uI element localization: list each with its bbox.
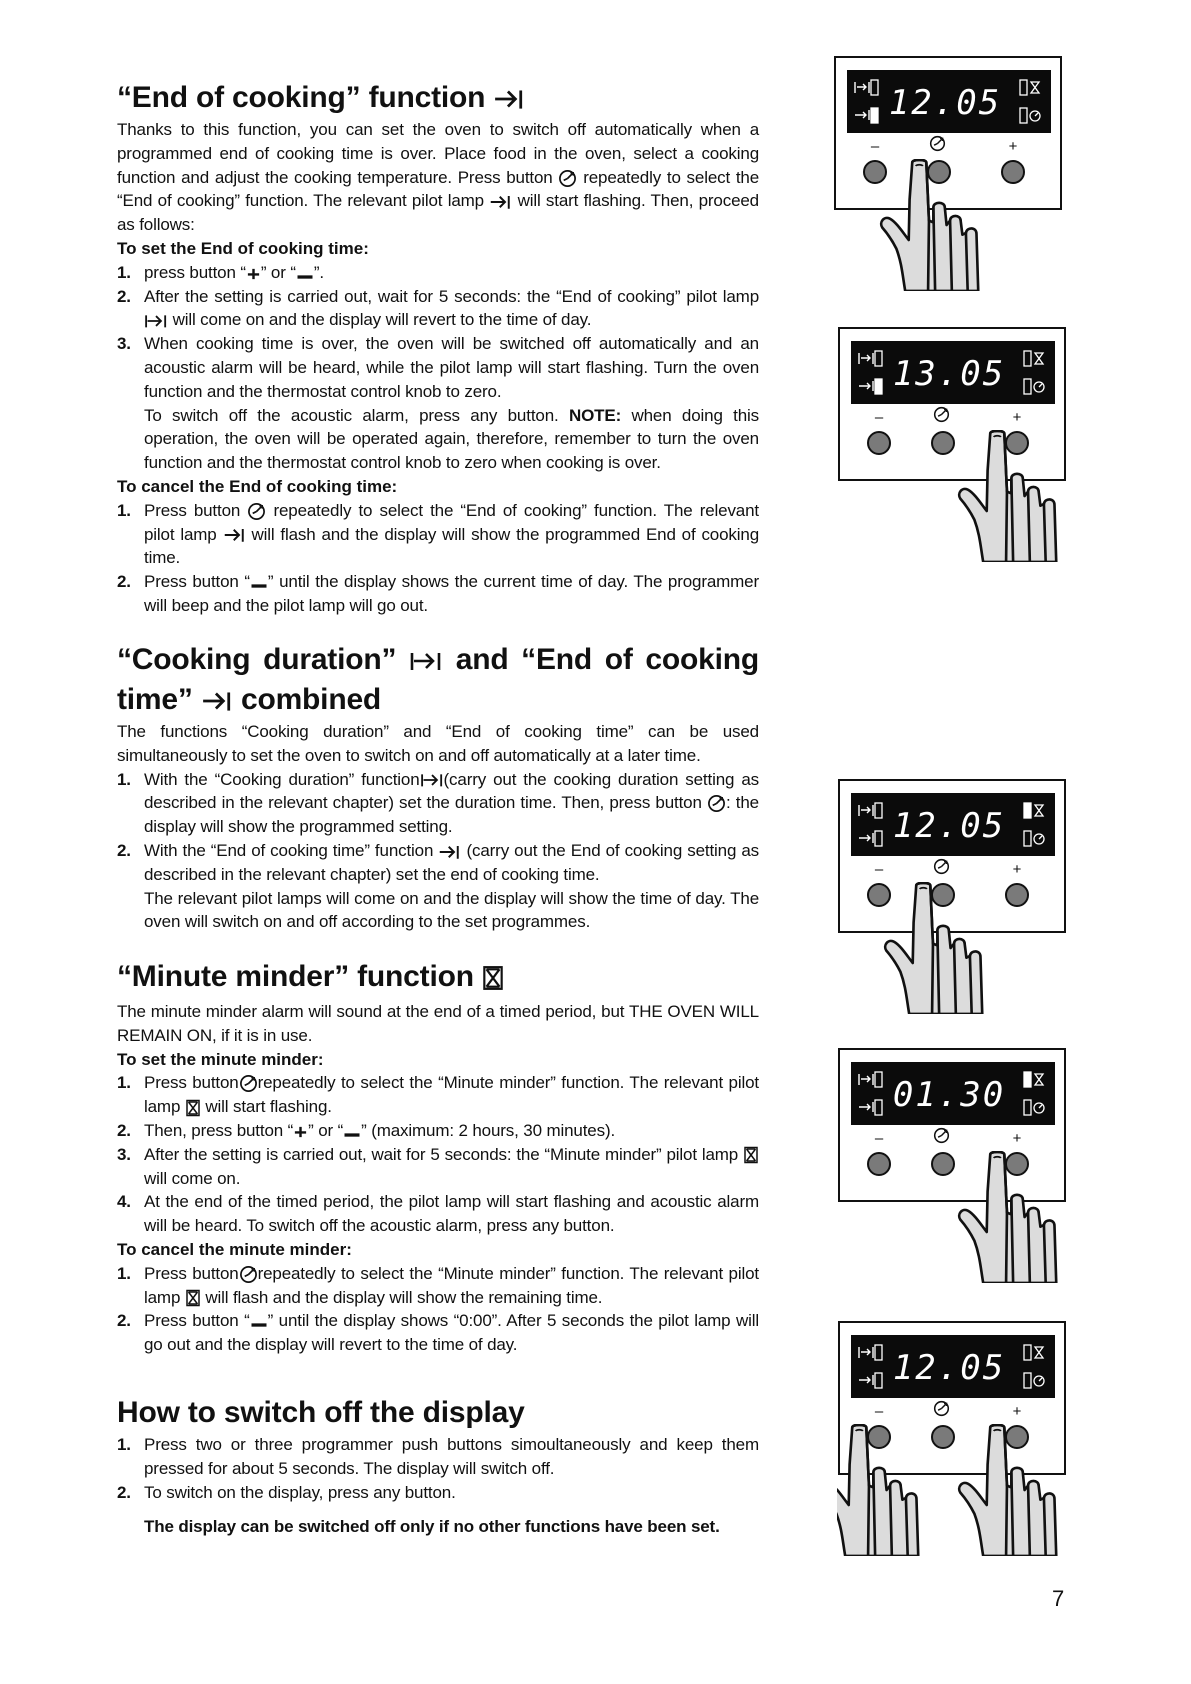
clock-button-icon xyxy=(558,169,577,188)
list-item: 3. After the setting is carried out, wait for 5 seconds: the “Minute minder” pilot lamp will come on. xyxy=(117,1143,759,1191)
clock-button[interactable] xyxy=(932,884,954,906)
list-item: 2. Press button “ ” until the display shows the current time of day. The programmer will beep and the pilot lamp will go out. xyxy=(117,572,759,615)
list-item: 1. With the “Cooking duration” function (carry out the cooking duration setting as described in the relevant chapter) set the duration time. Then, press button : the display will show the programmed setting. xyxy=(117,769,759,837)
list-item: 4. At the end of the timed period, the pilot lamp will start flashing and acoustic alarm will be heard. To switch off the acoustic alarm, press any button. xyxy=(117,1192,759,1236)
section-title: “Minute minder” function xyxy=(117,957,759,997)
time-readout: 01.30 xyxy=(892,1075,1006,1115)
list-item: 1. Press button repeatedly to select the “Minute minder” function. The relevant pilot lamp will start flashing. xyxy=(117,1073,759,1117)
minus-button[interactable] xyxy=(868,1426,890,1448)
programmer-panel xyxy=(833,55,1073,295)
section-combined xyxy=(117,640,759,934)
clock-button-icon xyxy=(707,794,726,813)
list-item: 1. Press button repeatedly to select the “Minute minder” function. The relevant pilot lamp will flash and the display will show the remaining time. xyxy=(117,1263,759,1307)
end-of-cooking-icon xyxy=(223,526,246,544)
plus-button[interactable] xyxy=(1006,1426,1028,1448)
section-minute-minder xyxy=(117,957,759,1357)
programmer-panel xyxy=(837,1320,1077,1560)
end-of-cooking-icon xyxy=(438,843,461,861)
subheading: To cancel the minute minder: xyxy=(117,1239,352,1259)
intro-paragraph: The functions “Cooking duration” and “End of cooking time” can be used simultaneously to set the oven to switch on and off automatically at a later time. xyxy=(117,722,759,765)
clock-button[interactable] xyxy=(932,1153,954,1175)
list-item: 1. Press two or three programmer push buttons simoultaneously and keep them pressed for about 5 seconds. The display will switch off. xyxy=(117,1435,759,1478)
cooking-duration-icon xyxy=(420,771,444,789)
cooking-duration-icon xyxy=(409,648,443,674)
programmer-panel xyxy=(837,326,1077,566)
plus-button[interactable] xyxy=(1006,1153,1028,1175)
minus-button[interactable] xyxy=(868,1153,890,1175)
clock-button-icon xyxy=(239,1074,258,1093)
minus-label: – xyxy=(874,861,884,878)
plus-icon xyxy=(246,266,261,281)
section-title: How to switch off the display xyxy=(117,1396,525,1429)
minus-label: – xyxy=(874,409,884,426)
subheading: To set the minute minder: xyxy=(117,1049,324,1069)
time-readout: 13.05 xyxy=(892,354,1006,394)
end-of-cooking-icon xyxy=(201,688,233,714)
clock-button-icon xyxy=(239,1265,258,1284)
minus-button[interactable] xyxy=(868,884,890,906)
plus-button[interactable] xyxy=(1006,432,1028,454)
minus-label: – xyxy=(870,138,880,155)
note-text: The display can be switched off only if no other functions have been set. xyxy=(144,1517,720,1537)
plus-label: + xyxy=(1012,1403,1022,1420)
minus-button[interactable] xyxy=(864,161,886,183)
plus-button[interactable] xyxy=(1002,161,1024,183)
minus-icon xyxy=(296,266,314,281)
clock-button-icon xyxy=(247,502,266,521)
end-of-cooking-icon xyxy=(489,193,512,211)
hourglass-icon xyxy=(743,1146,759,1164)
end-of-cooking-icon xyxy=(493,86,525,112)
list-item: 2. With the “End of cooking time” function (carry out the End of cooking setting as described in the relevant chapter) set the end of cooking time. The relevant pilot lamps will come on and the display will show the time of day. The oven will switch on and off according to the set programmes. xyxy=(117,840,760,932)
list-item: 2. Then, press button “ ” or “ ” (maximum: 2 hours, 30 minutes). xyxy=(117,1120,616,1140)
list-item: 2. Press button “ ” until the display shows “0:00”. After 5 seconds the pilot lamp will go out and the display will revert to the time of day. xyxy=(117,1311,759,1355)
plus-label: + xyxy=(1008,138,1018,155)
cooking-duration-icon xyxy=(144,312,168,330)
section-end-of-cooking xyxy=(117,78,759,618)
subheading: To set the End of cooking time: xyxy=(117,238,369,258)
minus-icon xyxy=(343,1124,361,1139)
plus-label: + xyxy=(1012,409,1022,426)
minus-icon xyxy=(250,1314,268,1329)
minus-icon xyxy=(250,575,268,590)
minus-label: – xyxy=(874,1403,884,1420)
hourglass-icon xyxy=(482,965,504,991)
intro-paragraph: The minute minder alarm will sound at the end of a timed period, but THE OVEN WILL REMAIN ON, if it is in use. xyxy=(117,1002,759,1045)
programmer-panel xyxy=(837,778,1077,1018)
clock-button[interactable] xyxy=(932,1426,954,1448)
plus-label: + xyxy=(1012,861,1022,878)
list-item: 2. To switch on the display, press any button. xyxy=(117,1482,456,1502)
time-readout: 12.05 xyxy=(892,1348,1006,1388)
intro-paragraph: Thanks to this function, you can set the oven to switch off automatically when a programmed end of cooking time is over. Place food in the oven, select a cooking function and adjust the cooking temperature. Press button repeatedly to select the “End of cooking” function. The relevant pilot lamp will start flashing. Then, proceed as follows: xyxy=(117,120,760,235)
list-item: 3. When cooking time is over, the oven will be switched off automatically and an acoustic alarm will be heard, while the pilot lamp will start flashing. Turn the oven function and the thermostat control knob to zero. To switch off the acoustic alarm, press any button. NOTE: when doing this operation, the oven will be operated again, therefore, remember to turn the oven function and the thermostat control knob to zero when cooking is over. xyxy=(117,334,760,473)
clock-button[interactable] xyxy=(932,432,954,454)
hourglass-icon xyxy=(185,1289,201,1307)
plus-label: + xyxy=(1012,1130,1022,1147)
list-item: 1. Press button repeatedly to select the “End of cooking” function. The relevant pilot lamp will flash and the display will show the programmed End of cooking time. xyxy=(117,500,760,568)
list-item: 1. press button “ ” or “ ”. xyxy=(117,262,324,282)
plus-button[interactable] xyxy=(1006,884,1028,906)
time-readout: 12.05 xyxy=(888,83,1002,123)
list-item: 2. After the setting is carried out, wait for 5 seconds: the “End of cooking” pilot lamp will come on and the display will revert to the time of day. xyxy=(117,286,759,330)
time-readout: 12.05 xyxy=(892,806,1006,846)
section-title: “Cooking duration” and “End of cooking time” combined xyxy=(117,643,759,716)
section-title: “End of cooking” function xyxy=(117,78,759,118)
plus-icon xyxy=(293,1124,308,1139)
subheading: To cancel the End of cooking time: xyxy=(117,476,398,496)
clock-button[interactable] xyxy=(928,161,950,183)
minus-label: – xyxy=(874,1130,884,1147)
programmer-panel xyxy=(837,1047,1077,1287)
page-number: 7 xyxy=(1052,1586,1065,1611)
section-switch-off xyxy=(117,1393,759,1539)
minus-button[interactable] xyxy=(868,432,890,454)
hourglass-icon xyxy=(185,1099,201,1117)
